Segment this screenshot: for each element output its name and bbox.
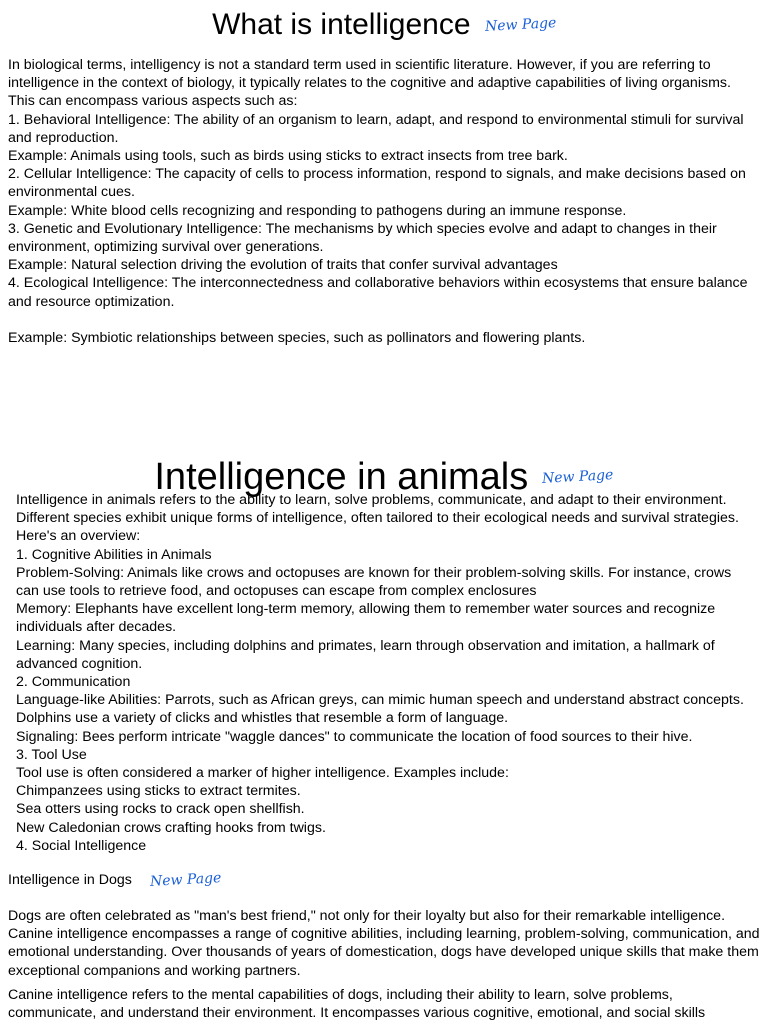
- title-text: What is intelligence: [212, 8, 471, 42]
- list-item: Chimpanzees using sticks to extract termites.: [16, 783, 301, 800]
- new-page-annotation: New Page: [541, 467, 614, 487]
- list-item: Tool use is often considered a marker of higher intelligence. Examples include:: [16, 765, 509, 782]
- list-item: 1. Behavioral Intelligence: The ability of an organism to learn, adapt, and respond to environmental stimuli for survival and reproduction.: [8, 111, 744, 146]
- list-item: 4. Ecological Intelligence: The interconnectedness and collaborative behaviors within ecosystems that ensure balance and resource optimization.: [8, 275, 748, 310]
- paragraph: In biological terms, intelligency is not a standard term used in scientific literature. However, if you are referring to intelligence in the context of biology, it typically relates to the cognitive and adaptive capabilities of living organisms. This can encompass various aspects such as:: [8, 57, 731, 110]
- page-title-intelligence: [0, 6, 768, 43]
- new-page-annotation: New Page: [149, 870, 222, 891]
- list-heading: 2. Communication: [16, 674, 131, 691]
- paragraph: Dogs are often celebrated as "man's best friend," not only for their loyalty but also for their remarkable intelligence. Canine intelligence encompasses a range of cognitive abilities, including learning, problem-solving, communication, and emotional understanding. Over thousands of years of domestication, dogs have developed unique skills that make them exceptional companions and working partners.: [8, 908, 760, 979]
- new-page-annotation: New Page: [484, 15, 557, 35]
- intelligence-definition-body: [8, 56, 760, 347]
- list-item: Sea otters using rocks to crack open shellfish.: [16, 801, 305, 818]
- list-item: Learning: Many species, including dolphins and primates, learn through observation and imitation, a hallmark of advanced cognition.: [16, 637, 715, 672]
- list-item: New Caledonian crows crafting hooks from twigs.: [16, 819, 326, 836]
- dogs-heading: [8, 871, 221, 889]
- dogs-heading-text: Intelligence in Dogs: [8, 872, 132, 888]
- example-line: Example: Symbiotic relationships between species, such as pollinators and flowering plants.: [8, 329, 586, 346]
- paragraph: Intelligence in animals refers to the ability to learn, solve problems, communicate, and adapt to their environment. Different species exhibit unique forms of intelligence, often tailored to their ecological needs and survival strategies. Here's an overview:: [16, 492, 739, 545]
- example-line: Example: Natural selection driving the evolution of traits that confer survival advantages: [8, 257, 558, 274]
- list-heading: 1. Cognitive Abilities in Animals: [16, 546, 212, 563]
- example-line: Example: Animals using tools, such as birds using sticks to extract insects from tree bark.: [8, 148, 568, 165]
- list-heading: 4. Social Intelligence: [16, 837, 147, 854]
- animal-intelligence-body: [16, 491, 756, 855]
- list-item: Memory: Elephants have excellent long-term memory, allowing them to remember water sources and recognize individuals after decades.: [16, 601, 716, 636]
- list-item: Signaling: Bees perform intricate "waggle dances" to communicate the location of food sources to their hive.: [16, 728, 693, 745]
- example-line: Example: White blood cells recognizing and responding to pathogens during an immune response.: [8, 202, 627, 219]
- list-item: Problem-Solving: Animals like crows and octopuses are known for their problem-solving skills. For instance, crows can use tools to retrieve food, and octopuses can escape from complex enclosures: [16, 564, 732, 600]
- paragraph: Canine intelligence refers to the mental capabilities of dogs, including their ability to learn, solve problems, communicate, and understand their environment. It encompasses various cognitive, emotional, and social skills: [8, 986, 706, 1022]
- list-item: 2. Cellular Intelligence: The capacity of cells to process information, respond to signals, and make decisions based on environmental cues.: [8, 166, 746, 201]
- dog-intelligence-body: [8, 907, 760, 1022]
- list-item: Language-like Abilities: Parrots, such as African greys, can mimic human speech and understand abstract concepts. Dolphins use a variety of clicks and whistles that resemble a form of language.: [16, 692, 744, 727]
- list-item: 3. Genetic and Evolutionary Intelligence: The mechanisms by which species evolve and adapt to changes in their environment, optimizing survival over generations.: [8, 220, 717, 256]
- list-heading: 3. Tool Use: [16, 746, 87, 763]
- title-text: Intelligence in animals: [154, 455, 529, 498]
